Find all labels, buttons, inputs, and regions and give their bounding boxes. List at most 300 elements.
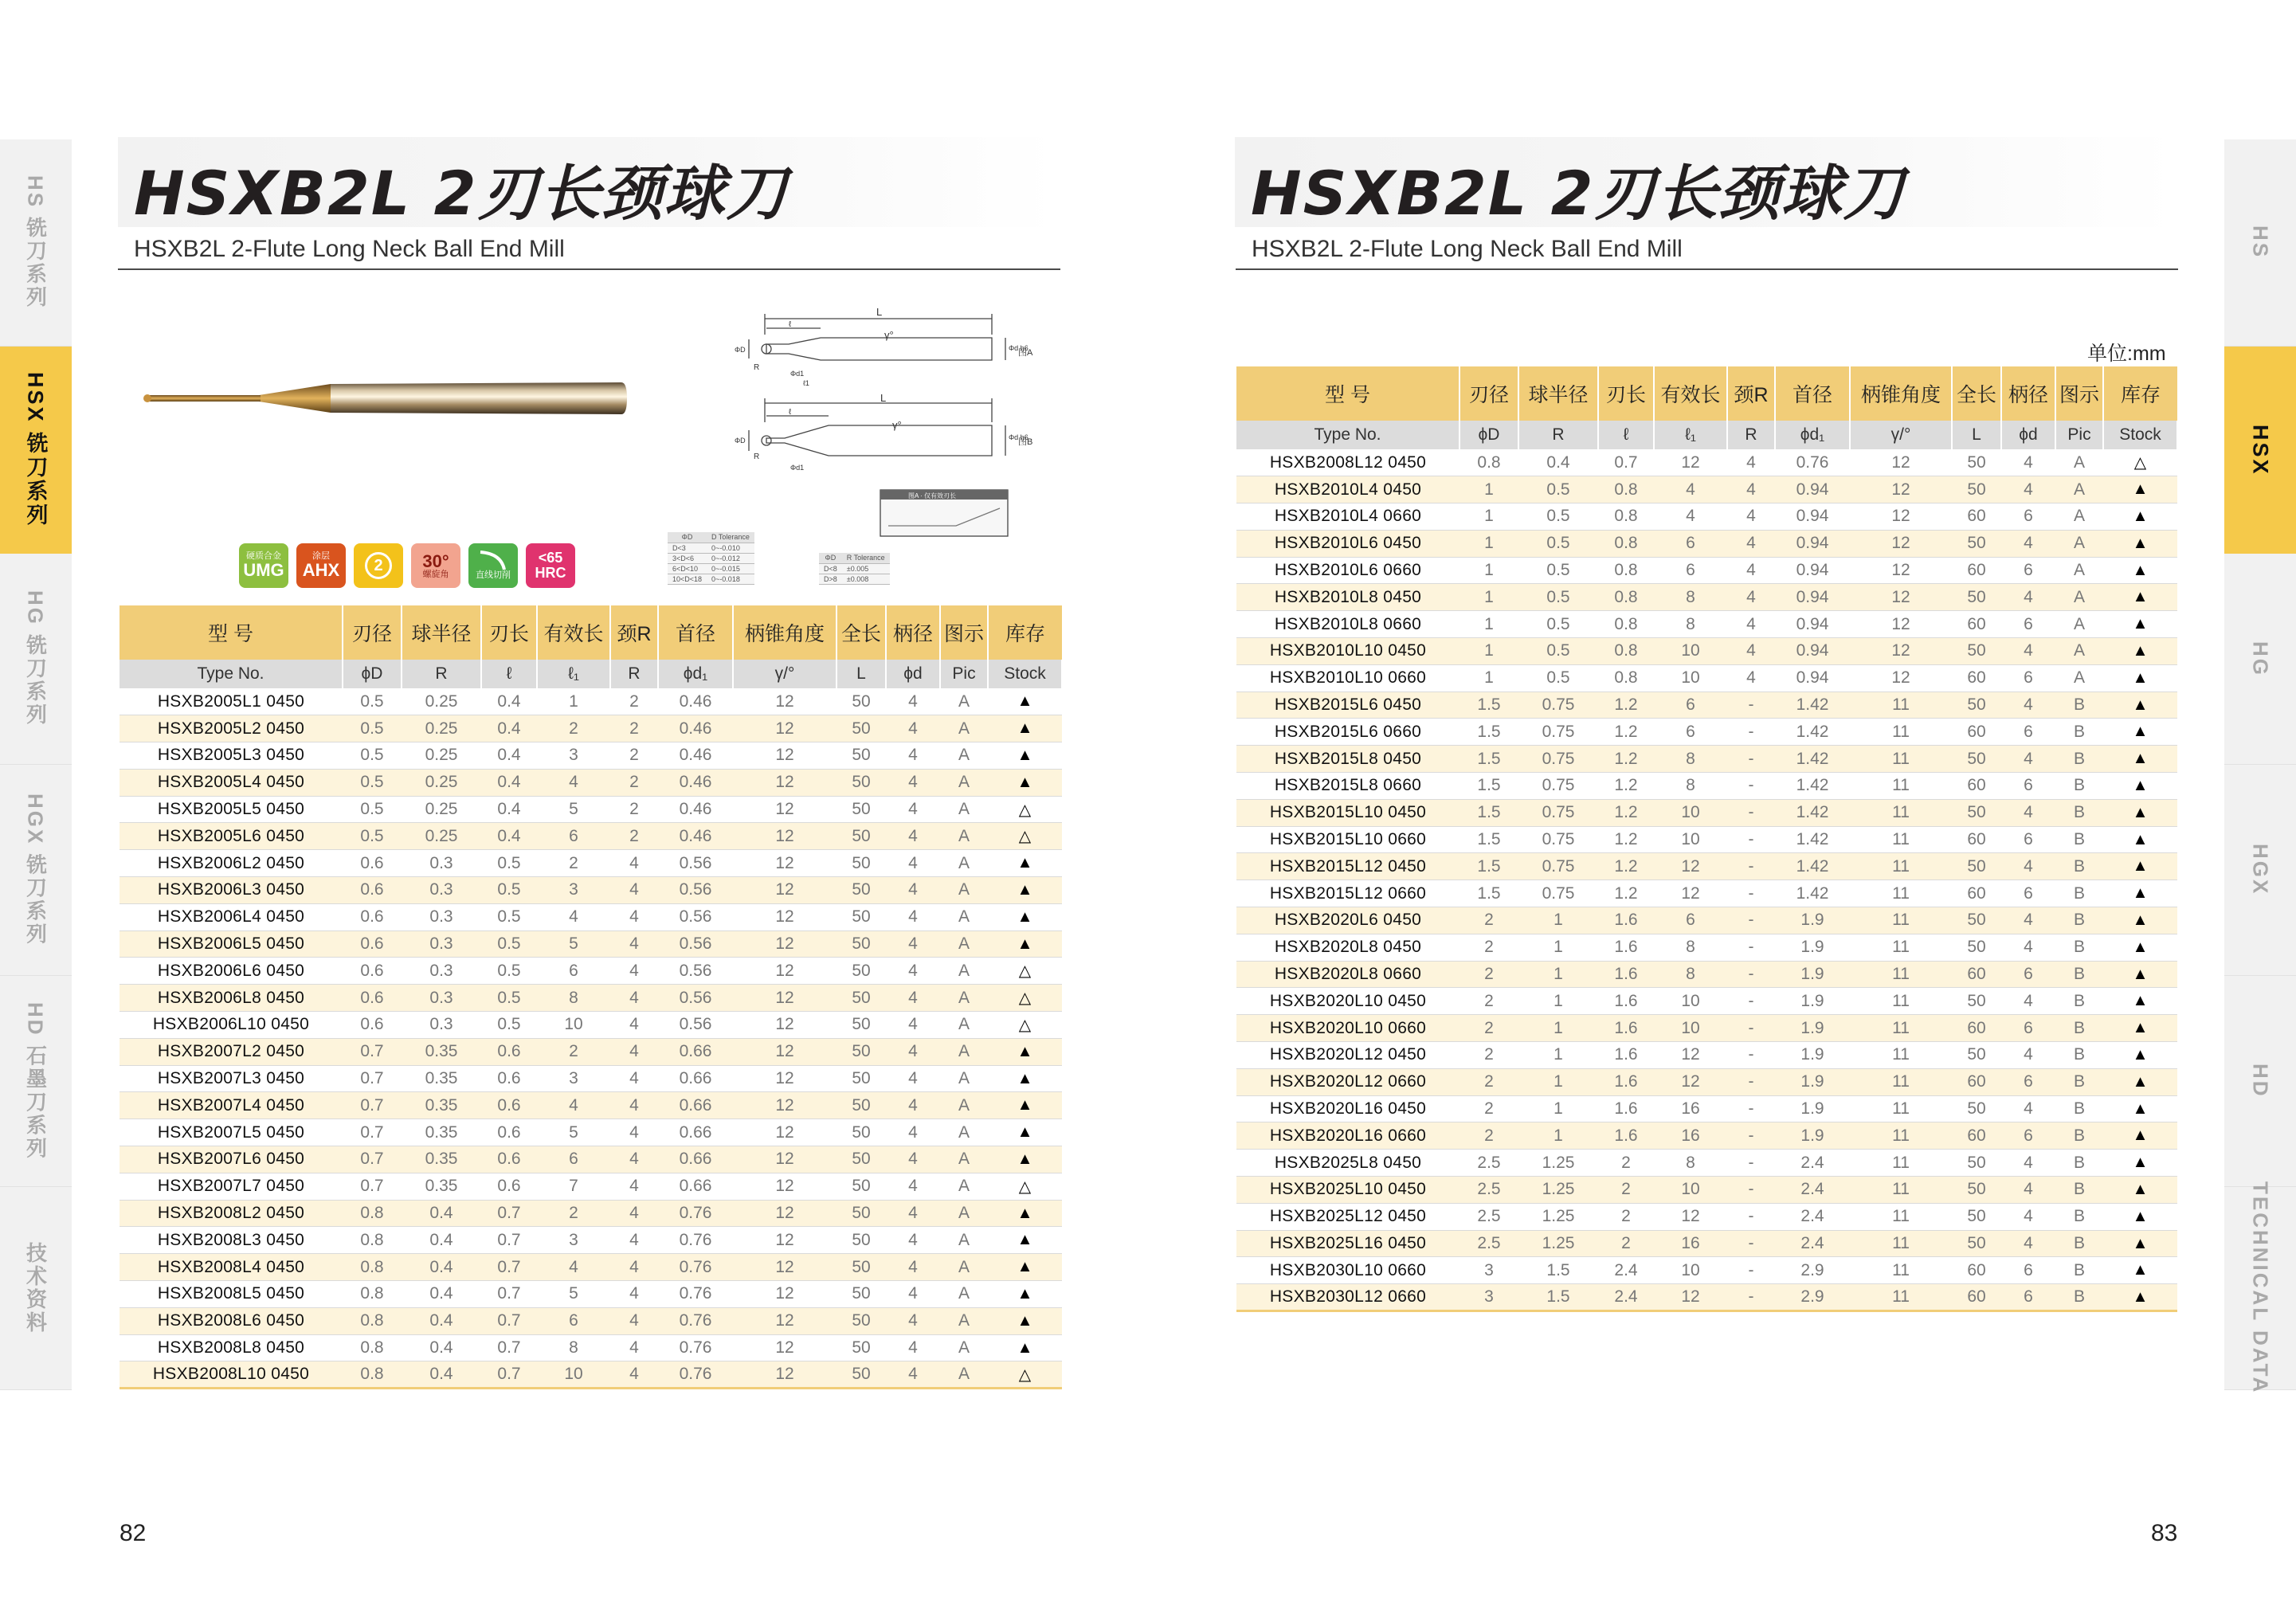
spec-cell: 4 — [886, 1307, 940, 1334]
spec-cell: 11 — [1850, 934, 1952, 961]
spec-cell: 2.5 — [1459, 1230, 1518, 1257]
spec-cell: 4 — [2001, 449, 2055, 476]
spec-cell: 0.4 — [402, 1227, 481, 1254]
table-row — [120, 850, 1062, 877]
spec-cell: 10 — [1654, 799, 1727, 826]
stock-cell: ▲ — [2103, 719, 2177, 746]
fig-a-label: 图A — [1018, 348, 1033, 358]
spec-cell: - — [1727, 719, 1775, 746]
spec-cell: B — [2055, 691, 2103, 719]
column-header: 球半径 — [1518, 366, 1598, 421]
tol-header: D Tolerance — [707, 532, 754, 543]
spec-cell: 0.7 — [481, 1254, 537, 1281]
column-subheader: γ/° — [1850, 421, 1952, 449]
model-number-cell: HSXB2005L3 0450 — [120, 742, 343, 770]
model-number-cell: HSXB2005L4 0450 — [120, 769, 343, 796]
stock-cell: ▲ — [2103, 988, 2177, 1015]
stock-cell: ▲ — [988, 1092, 1062, 1119]
spec-cell: - — [1727, 1257, 1775, 1284]
spec-cell: B — [2055, 1122, 2103, 1150]
table-row — [1236, 503, 2177, 531]
model-number-cell: HSXB2025L8 0450 — [1236, 1150, 1459, 1177]
coating-ahx-icon: 涂层 AHX — [296, 543, 346, 588]
dim-phid1-a: Φd1 — [790, 370, 805, 378]
table-row — [120, 958, 1062, 985]
spec-cell: 12 — [733, 1119, 837, 1146]
spec-cell: 8 — [1654, 773, 1727, 800]
stock-cell: ▲ — [2103, 1284, 2177, 1311]
spec-cell: 12 — [1654, 880, 1727, 907]
spec-cell: B — [2055, 1095, 2103, 1122]
spec-cell: 12 — [733, 1307, 837, 1334]
spec-cell: 12 — [733, 1254, 837, 1281]
spec-cell: 12 — [1850, 503, 1952, 531]
spec-cell: 1 — [1518, 1095, 1598, 1122]
spec-cell: 4 — [610, 903, 658, 930]
model-number-cell: HSXB2020L16 0450 — [1236, 1095, 1459, 1122]
stock-cell: ▲ — [2103, 746, 2177, 773]
table-row — [1236, 1095, 2177, 1122]
spec-cell: 8 — [1654, 1150, 1727, 1177]
spec-cell: 0.8 — [1598, 530, 1654, 557]
spec-cell: 4 — [2001, 638, 2055, 665]
spec-cell: B — [2055, 746, 2103, 773]
side-tab-hgx[interactable] — [0, 765, 72, 976]
spec-cell: 0.56 — [658, 850, 733, 877]
spec-cell: 1.42 — [1775, 691, 1850, 719]
column-header: 型 号 — [120, 605, 343, 660]
spec-cell: 0.35 — [402, 1119, 481, 1146]
spec-cell: 0.56 — [658, 1012, 733, 1039]
spec-cell: 0.8 — [1598, 664, 1654, 691]
table-row — [120, 1065, 1062, 1092]
spec-cell: 0.46 — [658, 715, 733, 742]
spec-cell: 50 — [1952, 530, 2001, 557]
spec-cell: 12 — [1850, 476, 1952, 503]
spec-cell: 50 — [837, 930, 886, 958]
side-tab-hsx-active[interactable] — [2224, 347, 2296, 554]
spec-cell: 11 — [1850, 1095, 1952, 1122]
spec-cell: 2 — [1459, 1015, 1518, 1042]
spec-cell: 1 — [1459, 557, 1518, 584]
spec-cell: 0.7 — [481, 1200, 537, 1227]
spec-cell: 0.7 — [343, 1038, 402, 1065]
spec-cell: A — [2055, 664, 2103, 691]
table-row — [120, 688, 1062, 715]
spec-cell: 0.5 — [481, 877, 537, 904]
stock-cell: ▲ — [2103, 1203, 2177, 1230]
spec-cell: 4 — [886, 769, 940, 796]
spec-cell: 50 — [837, 1200, 886, 1227]
spec-cell: 50 — [1952, 476, 2001, 503]
spec-cell: 0.76 — [658, 1227, 733, 1254]
table-row — [120, 1146, 1062, 1173]
spec-cell: 2.9 — [1775, 1257, 1850, 1284]
spec-cell: A — [940, 1173, 988, 1200]
right-title-rule — [1236, 268, 2178, 270]
spec-cell: 0.5 — [1518, 503, 1598, 531]
spec-cell: B — [2055, 880, 2103, 907]
spec-cell: 10 — [1654, 1015, 1727, 1042]
spec-cell: A — [940, 1361, 988, 1389]
spec-cell: 1 — [1459, 638, 1518, 665]
side-tab-label: HSX 铣刀系列 — [23, 372, 48, 528]
spec-cell: 12 — [1850, 638, 1952, 665]
spec-cell: B — [2055, 1230, 2103, 1257]
spec-cell: 4 — [886, 1092, 940, 1119]
spec-cell: 50 — [837, 1146, 886, 1173]
spec-cell: 4 — [886, 985, 940, 1012]
spec-cell: 1.2 — [1598, 773, 1654, 800]
tol-cell: 0~-0.018 — [707, 574, 754, 584]
spec-cell: B — [2055, 961, 2103, 988]
curve-icon — [477, 550, 509, 571]
spec-cell: 1.2 — [1598, 746, 1654, 773]
spec-cell: 60 — [1952, 719, 2001, 746]
spec-cell: 11 — [1850, 1150, 1952, 1177]
side-tab-label: HS 铣刀系列 — [23, 175, 48, 310]
spec-cell: 60 — [1952, 1015, 2001, 1042]
spec-cell: 11 — [1850, 799, 1952, 826]
spec-cell: 1.25 — [1518, 1203, 1598, 1230]
stock-cell: ▲ — [2103, 1257, 2177, 1284]
spec-cell: 0.6 — [481, 1065, 537, 1092]
spec-cell: 1.9 — [1775, 988, 1850, 1015]
spec-cell: 4 — [610, 1281, 658, 1308]
model-number-cell: HSXB2006L5 0450 — [120, 930, 343, 958]
angle-label-b: γ° — [892, 419, 902, 431]
table-row — [120, 1334, 1062, 1361]
spec-cell: 0.7 — [481, 1281, 537, 1308]
spec-cell: 2.4 — [1775, 1177, 1850, 1204]
spec-cell: A — [940, 850, 988, 877]
spec-cell: 4 — [886, 742, 940, 770]
spec-cell: 1 — [1459, 503, 1518, 531]
spec-cell: 5 — [537, 1119, 610, 1146]
spec-cell: 1.5 — [1459, 853, 1518, 880]
column-header: 球半径 — [402, 605, 481, 660]
table-row — [120, 985, 1062, 1012]
spec-cell: 2 — [610, 688, 658, 715]
spec-cell: - — [1727, 853, 1775, 880]
spec-cell: 4 — [610, 1334, 658, 1361]
spec-cell: 6 — [2001, 664, 2055, 691]
spec-cell: 10 — [1654, 664, 1727, 691]
spec-cell: A — [940, 1254, 988, 1281]
spec-cell: A — [2055, 476, 2103, 503]
spec-cell: - — [1727, 1284, 1775, 1311]
spec-cell: 1.5 — [1459, 799, 1518, 826]
tol-cell: ±0.005 — [842, 563, 890, 574]
spec-cell: 50 — [837, 1173, 886, 1200]
spec-cell: 1.2 — [1598, 719, 1654, 746]
spec-cell: 4 — [2001, 476, 2055, 503]
stock-cell: ▲ — [988, 769, 1062, 796]
spec-cell: 0.8 — [343, 1281, 402, 1308]
spec-cell: 0.25 — [402, 742, 481, 770]
column-subheader: ℓ₁ — [537, 660, 610, 688]
spec-cell: 12 — [1850, 449, 1952, 476]
spec-cell: 2 — [610, 796, 658, 823]
spec-cell: 1.9 — [1775, 961, 1850, 988]
angle-label-a: γ° — [884, 329, 894, 341]
spec-cell: B — [2055, 907, 2103, 934]
tol-cell: ±0.008 — [842, 574, 890, 584]
model-number-cell: HSXB2015L6 0660 — [1236, 719, 1459, 746]
model-number-cell: HSXB2025L16 0450 — [1236, 1230, 1459, 1257]
column-header: 库存 — [988, 605, 1062, 660]
spec-cell: - — [1727, 1042, 1775, 1069]
spec-cell: 60 — [1952, 961, 2001, 988]
spec-cell: 4 — [610, 1146, 658, 1173]
spec-cell: 0.4 — [402, 1281, 481, 1308]
spec-cell: - — [1727, 826, 1775, 853]
spec-cell: 1.9 — [1775, 1068, 1850, 1095]
spec-cell: 4 — [1727, 638, 1775, 665]
spec-cell: 0.5 — [1518, 476, 1598, 503]
spec-cell: 4 — [2001, 853, 2055, 880]
spec-cell: 50 — [837, 769, 886, 796]
spec-cell: 0.76 — [658, 1254, 733, 1281]
spec-cell: 50 — [837, 1334, 886, 1361]
model-number-cell: HSXB2015L12 0450 — [1236, 853, 1459, 880]
spec-cell: 0.76 — [658, 1361, 733, 1389]
spec-cell: 1.9 — [1775, 1095, 1850, 1122]
tol-cell: 10<D<18 — [668, 574, 707, 584]
spec-cell: 0.5 — [343, 823, 402, 850]
side-tab-hg[interactable] — [0, 554, 72, 765]
model-number-cell: HSXB2010L10 0450 — [1236, 638, 1459, 665]
spec-cell: 0.46 — [658, 688, 733, 715]
spec-cell: 60 — [1952, 826, 2001, 853]
spec-cell: 2 — [1598, 1230, 1654, 1257]
spec-cell: 0.8 — [1598, 503, 1654, 531]
stock-cell: ▲ — [988, 1334, 1062, 1361]
dim-phid1-b: Φd1 — [790, 464, 805, 472]
right-spec-table — [1236, 366, 2178, 1312]
spec-cell: 4 — [886, 850, 940, 877]
right-page-subtitle: HSXB2L 2-Flute Long Neck Ball End Mill — [1252, 236, 1683, 262]
column-header: 颈R — [1727, 366, 1775, 421]
spec-cell: 0.4 — [481, 769, 537, 796]
spec-cell: 60 — [1952, 880, 2001, 907]
spec-cell: 6 — [2001, 557, 2055, 584]
stock-cell: ▲ — [988, 877, 1062, 904]
column-subheader: L — [1952, 421, 2001, 449]
spec-cell: 1.5 — [1459, 719, 1518, 746]
stock-cell: ▲ — [988, 930, 1062, 958]
column-subheader: γ/° — [733, 660, 837, 688]
table-row — [1236, 1203, 2177, 1230]
spec-cell: 12 — [733, 715, 837, 742]
spec-cell: 50 — [837, 742, 886, 770]
side-tab-technical[interactable] — [0, 1187, 72, 1390]
spec-cell: 6 — [2001, 1257, 2055, 1284]
spec-cell: 1.6 — [1598, 907, 1654, 934]
model-number-cell: HSXB2020L10 0660 — [1236, 1015, 1459, 1042]
stock-cell: ▲ — [2103, 664, 2177, 691]
spec-cell: 0.76 — [658, 1200, 733, 1227]
side-tab-hs[interactable] — [0, 139, 72, 347]
spec-cell: 3 — [1459, 1284, 1518, 1311]
tol-cell: 0~-0.012 — [707, 553, 754, 563]
spec-cell: 12 — [1850, 611, 1952, 638]
model-number-cell: HSXB2008L4 0450 — [120, 1254, 343, 1281]
spec-cell: 11 — [1850, 826, 1952, 853]
spec-cell: 50 — [837, 1227, 886, 1254]
spec-cell: 2.4 — [1775, 1150, 1850, 1177]
spec-cell: 2 — [1459, 1122, 1518, 1150]
spec-cell: 4 — [2001, 1203, 2055, 1230]
table-row — [1236, 826, 2177, 853]
table-row — [120, 1361, 1062, 1389]
side-tab-hsx-active[interactable] — [0, 347, 72, 554]
side-tab-hs[interactable] — [2224, 139, 2296, 347]
spec-cell: 50 — [1952, 907, 2001, 934]
spec-cell: 4 — [610, 1038, 658, 1065]
stock-cell: ▲ — [2103, 799, 2177, 826]
table-row — [1236, 584, 2177, 611]
spec-cell: 1 — [1518, 961, 1598, 988]
stock-cell: ▲ — [988, 1200, 1062, 1227]
spec-cell: 0.3 — [402, 985, 481, 1012]
tol-cell: 3<D<6 — [668, 553, 707, 563]
dim-R-b: R — [754, 452, 760, 461]
spec-cell: 0.25 — [402, 688, 481, 715]
side-tab-hd[interactable] — [2224, 976, 2296, 1187]
spec-cell: - — [1727, 1122, 1775, 1150]
spec-cell: 4 — [610, 1361, 658, 1389]
hardness-hrc-icon: <65 HRC — [526, 543, 575, 588]
spec-cell: 12 — [1850, 557, 1952, 584]
spec-cell: 0.6 — [343, 1012, 402, 1039]
stock-cell: △ — [2103, 449, 2177, 476]
spec-cell: 0.8 — [343, 1334, 402, 1361]
spec-cell: 11 — [1850, 988, 1952, 1015]
spec-cell: 1.2 — [1598, 799, 1654, 826]
model-number-cell: HSXB2015L10 0450 — [1236, 799, 1459, 826]
spec-cell: 12 — [733, 930, 837, 958]
column-header: 刃长 — [481, 605, 537, 660]
spec-cell: 0.35 — [402, 1038, 481, 1065]
spec-cell: A — [940, 823, 988, 850]
spec-cell: 0.4 — [481, 796, 537, 823]
stock-cell: ▲ — [2103, 691, 2177, 719]
table-row — [1236, 1015, 2177, 1042]
table-row — [120, 1012, 1062, 1039]
model-number-cell: HSXB2010L8 0660 — [1236, 611, 1459, 638]
spec-cell: B — [2055, 1042, 2103, 1069]
spec-cell: 11 — [1850, 1257, 1952, 1284]
spec-cell: 12 — [1654, 1042, 1727, 1069]
table-row — [120, 1227, 1062, 1254]
spec-cell: 1.42 — [1775, 719, 1850, 746]
spec-cell: 0.6 — [481, 1092, 537, 1119]
side-tab-technical[interactable] — [2224, 1181, 2296, 1395]
spec-cell: 60 — [1952, 1284, 2001, 1311]
spec-cell: 3 — [537, 742, 610, 770]
side-tab-hg[interactable] — [2224, 554, 2296, 765]
spec-cell: 1 — [1518, 1122, 1598, 1150]
side-tab-hgx[interactable] — [2224, 765, 2296, 976]
spec-cell: A — [940, 1227, 988, 1254]
technical-drawing — [717, 303, 1068, 542]
spec-cell: 4 — [2001, 1177, 2055, 1204]
table-row — [1236, 880, 2177, 907]
spec-cell: 12 — [1654, 1068, 1727, 1095]
spec-cell: 0.8 — [1459, 449, 1518, 476]
stock-cell: ▲ — [988, 903, 1062, 930]
spec-cell: B — [2055, 853, 2103, 880]
spec-cell: B — [2055, 1015, 2103, 1042]
spec-cell: 0.7 — [343, 1119, 402, 1146]
model-number-cell: HSXB2006L3 0450 — [120, 877, 343, 904]
spec-cell: 0.66 — [658, 1146, 733, 1173]
spec-cell: 1.9 — [1775, 907, 1850, 934]
spec-cell: 2 — [1459, 961, 1518, 988]
spec-cell: 0.66 — [658, 1119, 733, 1146]
spec-cell: B — [2055, 1284, 2103, 1311]
spec-cell: 0.75 — [1518, 826, 1598, 853]
spec-cell: B — [2055, 1068, 2103, 1095]
spec-cell: 10 — [1654, 1177, 1727, 1204]
spec-cell: 0.75 — [1518, 880, 1598, 907]
column-header: 有效长 — [537, 605, 610, 660]
spec-cell: B — [2055, 799, 2103, 826]
spec-cell: 0.75 — [1518, 773, 1598, 800]
spec-cell: 0.94 — [1775, 503, 1850, 531]
spec-cell: 12 — [1850, 664, 1952, 691]
spec-cell: 12 — [733, 1200, 837, 1227]
spec-cell: 0.4 — [481, 823, 537, 850]
model-number-cell: HSXB2007L2 0450 — [120, 1038, 343, 1065]
spec-cell: 2.4 — [1598, 1284, 1654, 1311]
model-number-cell: HSXB2010L6 0450 — [1236, 530, 1459, 557]
spec-cell: 2 — [610, 715, 658, 742]
spec-cell: - — [1727, 934, 1775, 961]
stock-cell: △ — [988, 1361, 1062, 1389]
model-number-cell: HSXB2007L5 0450 — [120, 1119, 343, 1146]
table-row — [1236, 934, 2177, 961]
side-tab-label: HGX 铣刀系列 — [23, 793, 48, 946]
spec-cell: 6 — [2001, 773, 2055, 800]
spec-cell: 12 — [1850, 584, 1952, 611]
column-subheader: Pic — [940, 660, 988, 688]
spec-cell: 4 — [610, 930, 658, 958]
column-header: 图示 — [940, 605, 988, 660]
spec-cell: 3 — [1459, 1257, 1518, 1284]
stock-cell: ▲ — [2103, 530, 2177, 557]
model-number-cell: HSXB2030L10 0660 — [1236, 1257, 1459, 1284]
spec-cell: - — [1727, 880, 1775, 907]
spec-cell: A — [940, 1146, 988, 1173]
spec-cell: A — [940, 1281, 988, 1308]
side-tab-hd[interactable] — [0, 976, 72, 1187]
spec-cell: - — [1727, 1230, 1775, 1257]
stock-cell: ▲ — [2103, 961, 2177, 988]
spec-cell: 60 — [1952, 1122, 2001, 1150]
spec-cell: 1.6 — [1598, 988, 1654, 1015]
spec-cell: 0.5 — [343, 715, 402, 742]
stock-cell: ▲ — [988, 715, 1062, 742]
dim-l-a: ℓ — [789, 320, 792, 329]
spec-cell: 0.8 — [343, 1361, 402, 1389]
column-subheader: Stock — [988, 660, 1062, 688]
stock-cell: ▲ — [2103, 611, 2177, 638]
spec-cell: 50 — [1952, 746, 2001, 773]
model-number-cell: HSXB2015L10 0660 — [1236, 826, 1459, 853]
model-number-cell: HSXB2020L16 0660 — [1236, 1122, 1459, 1150]
